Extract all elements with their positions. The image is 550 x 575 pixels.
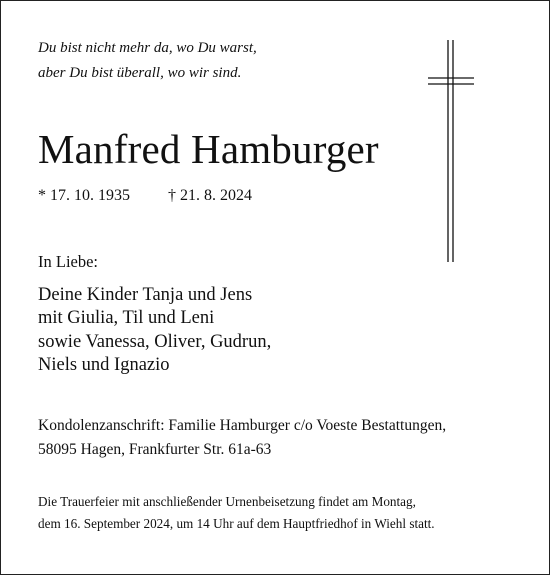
birth-date: * 17. 10. 1935 [38,187,130,204]
address-line-2: 58095 Hagen, Frankfurter Str. 61a-63 [38,441,272,458]
funeral-line-2: dem 16. September 2024, um 14 Uhr auf dem Hauptfriedhof in Wiehl statt. [38,516,435,531]
mourner-line: Deine Kinder Tanja und Jens [38,285,253,305]
mourner-line: mit Giulia, Til und Leni [38,308,215,329]
mourner-line: Niels und Ignazio [38,354,170,375]
life-dates [38,185,252,207]
deceased-name: Manfred Hamburger [38,126,379,172]
cross-icon [424,40,476,262]
death-date: † 21. 8. 2024 [168,187,252,204]
mourner-line: sowie Vanessa, Oliver, Gudrun, [38,331,272,352]
memorial-quote [38,36,257,86]
quote-line-1: Du bist nicht mehr da, wo Du warst, [38,40,257,56]
quote-line-2: aber Du bist überall, wo wir sind. [38,65,242,81]
address-line-1: Kondolenzanschrift: Familie Hamburger c/o Voeste Bestattungen, [38,417,447,434]
greeting: In Liebe: [38,252,99,271]
funeral-notice [38,491,435,535]
mourners-list [38,284,271,377]
condolence-address [38,414,446,462]
funeral-line-1: Die Trauerfeier mit anschließender Urnenbeisetzung findet am Montag, [38,494,416,509]
